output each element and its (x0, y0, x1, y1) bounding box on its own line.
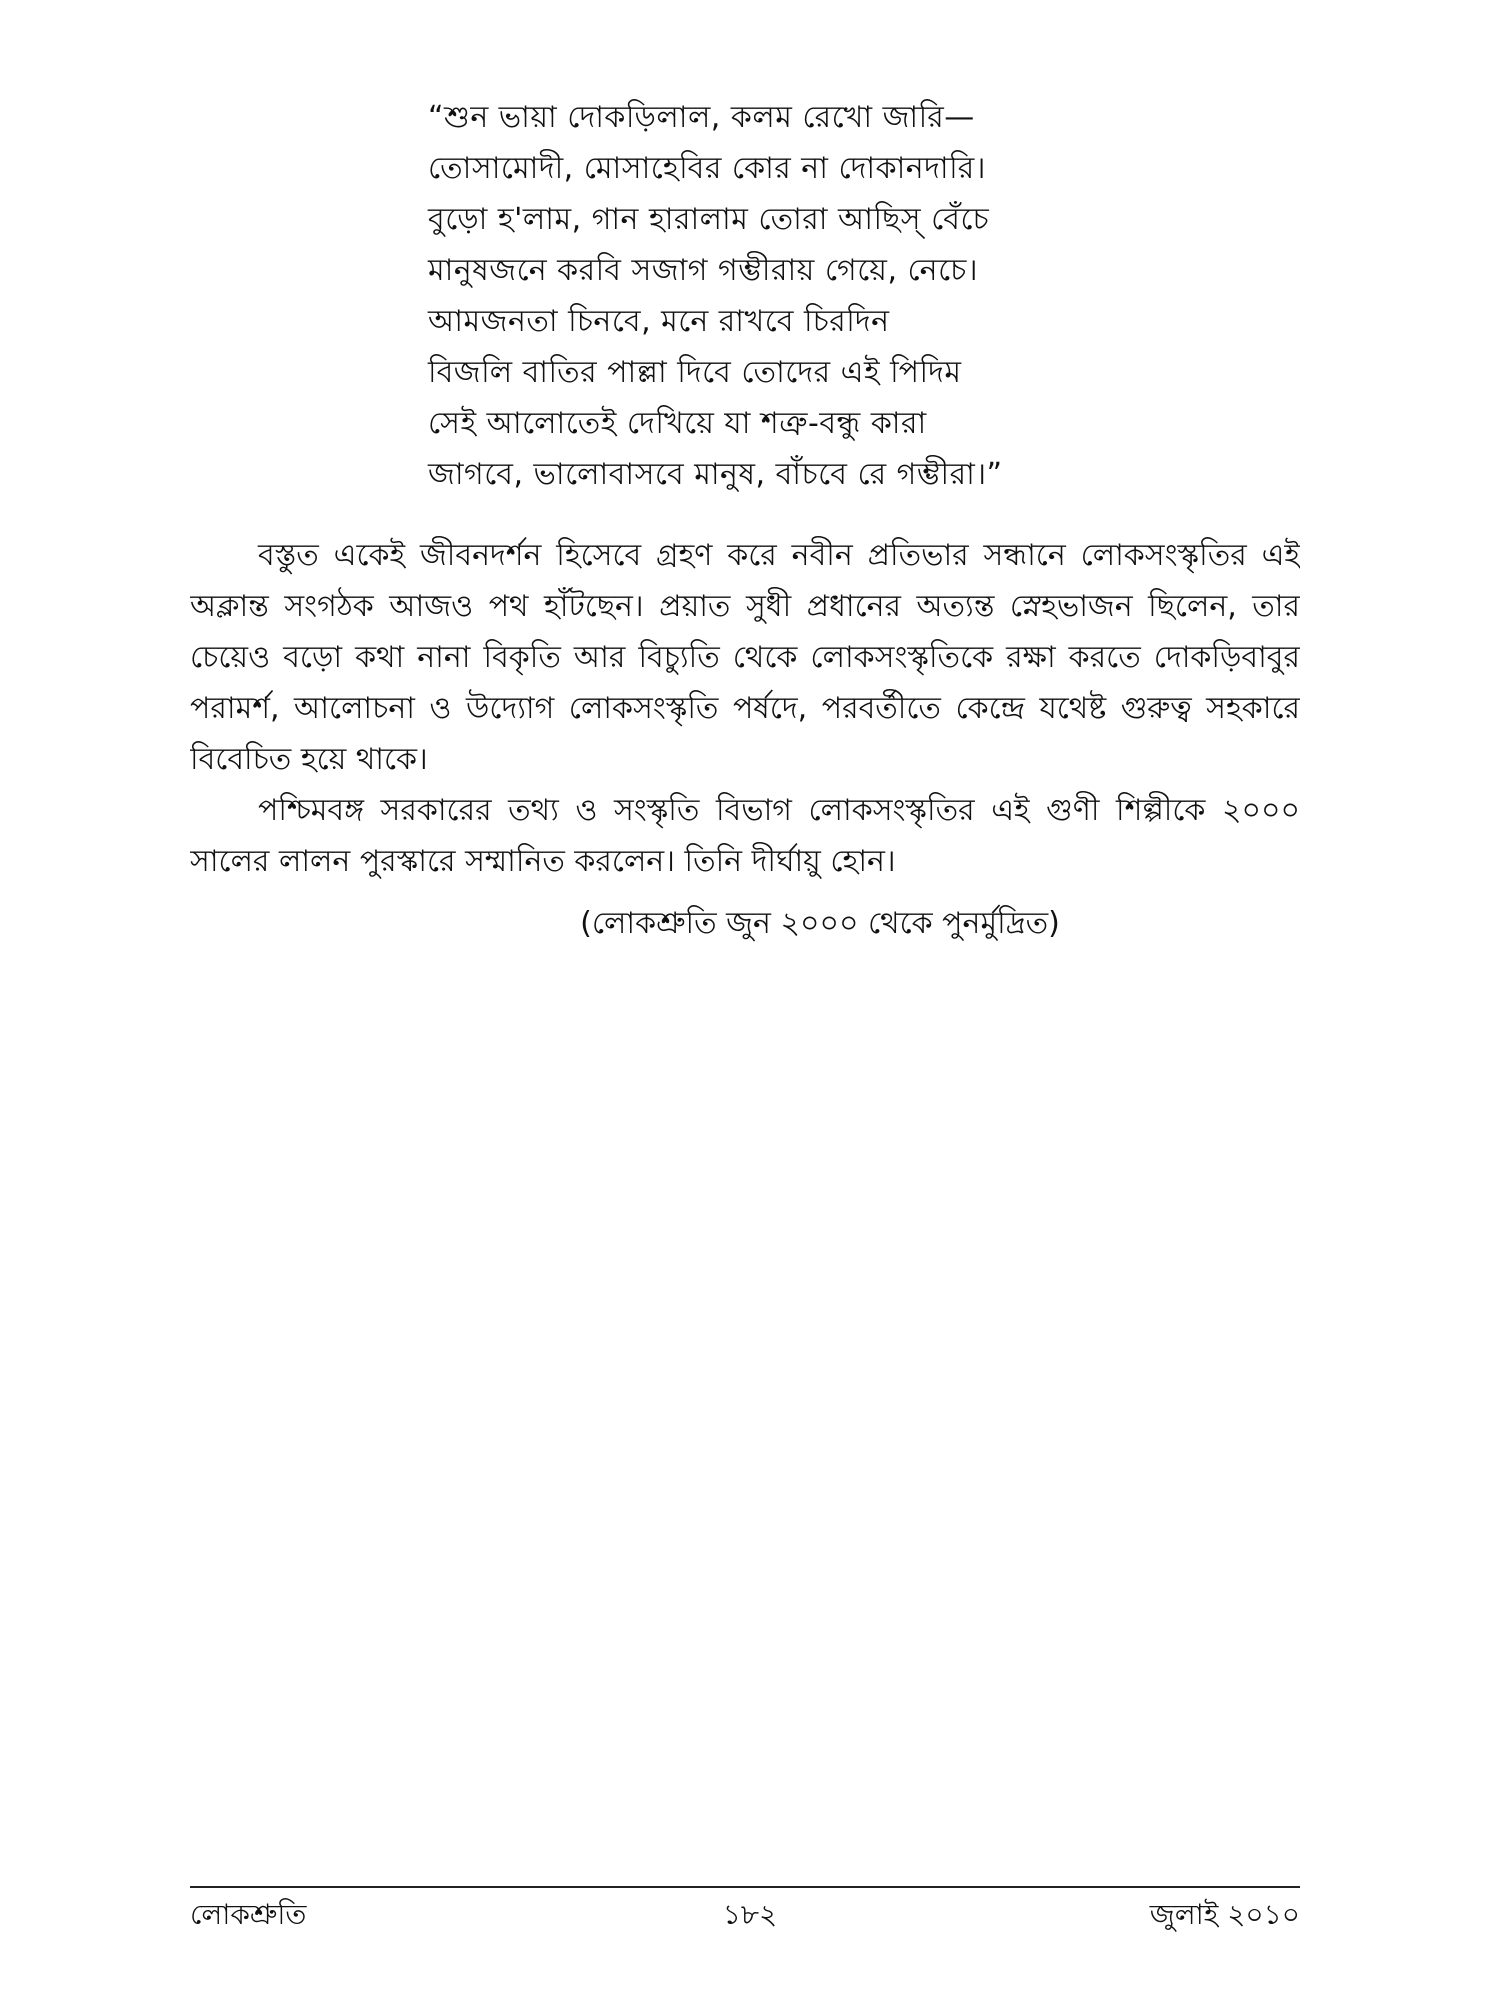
footer-divider (190, 1886, 1300, 1888)
footer-page-number: ১৮২ (722, 1898, 778, 1931)
poem-line: তোসামোদী, মোসাহেবির কোর না দোকানদারি। (428, 151, 986, 186)
poem-line: “শুন ভায়া দোকড়িলাল, কলম রেখো জারি— (428, 100, 975, 135)
poem-line: বিজলি বাতির পাল্লা দিবে তোদের এই পিদিম (428, 355, 962, 390)
poem-block (428, 92, 1128, 500)
poem-line: মানুষজনে করবি সজাগ গম্ভীরায় গেয়ে, নেচে। (428, 253, 979, 288)
poem-line: সেই আলোতেই দেখিয়ে যা শত্রু-বন্ধু কারা (428, 406, 927, 441)
poem-line: বুড়ো হ'লাম, গান হারালাম তোরা আছিস্ বেঁচে (428, 202, 990, 237)
paragraph: পশ্চিমবঙ্গ সরকারের তথ্য ও সংস্কৃতি বিভাগ লোকসংস্কৃতির এই গুণী শিল্পীকে ২০০০ সালের লালন পুরস্কারে সম্মানিত করলেন। তিনি দীর্ঘায়ু হোন। (190, 793, 1300, 879)
footer-journal-name: লোকশ্রুতি (190, 1898, 307, 1931)
paragraph: বস্তুত একেই জীবনদর্শন হিসেবে গ্রহণ করে নবীন প্রতিভার সন্ধানে লোকসংস্কৃতির এই অক্লান্ত সংগঠক আজও পথ হাঁটছেন। প্রয়াত সুধী প্রধানের অত্যন্ত স্নেহভাজন ছিলেন, তার চেয়েও বড়ো কথা নানা বিকৃতি আর বিচ্যুতি থেকে লোকসংস্কৃতিকে রক্ষা করতে দোকড়িবাবুর পরামর্শ, আলোচনা ও উদ্যোগ লোকসংস্কৃতি পর্ষদে, পরবর্তীতে কেন্দ্রে যথেষ্ট গুরুত্ব সহকারে বিবেচিত হয়ে থাকে। (190, 538, 1300, 777)
body-text (190, 530, 1300, 889)
footer-date: জুলাই ২০১০ (1149, 1898, 1300, 1931)
poem-line: আমজনতা চিনবে, মনে রাখবে চিরদিন (428, 304, 890, 339)
poem-line: জাগবে, ভালোবাসবে মানুষ, বাঁচবে রে গম্ভীরা।” (428, 457, 1003, 492)
reprint-source-note: (লোকশ্রুতি জুন ২০০০ থেকে পুনর্মুদ্রিত) (580, 906, 1060, 941)
